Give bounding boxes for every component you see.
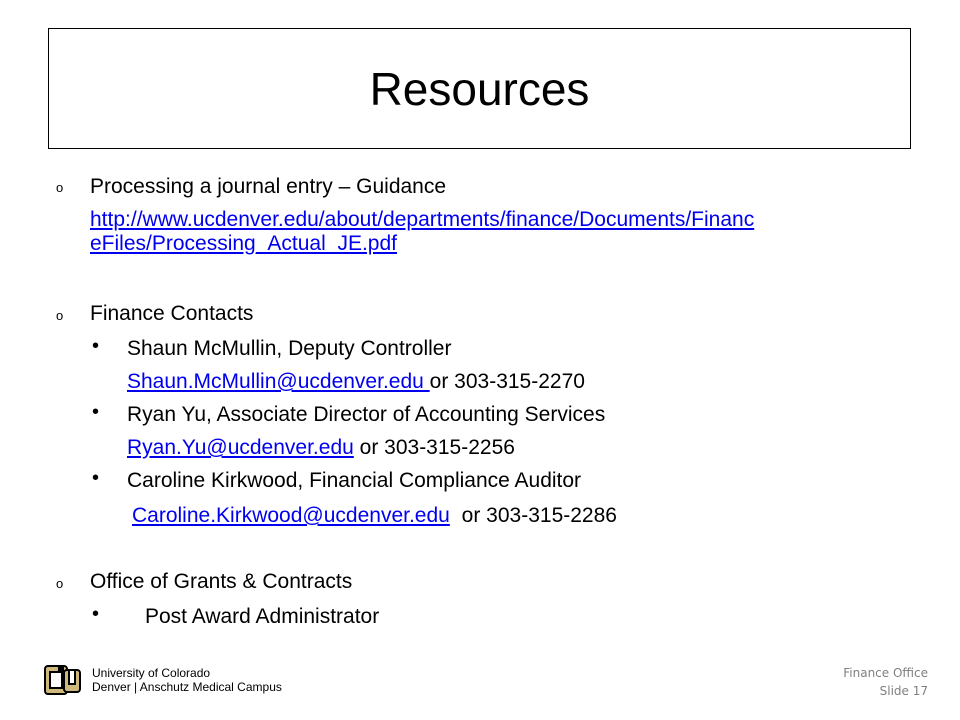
contact-row	[127, 369, 585, 394]
dot-bullet: •	[92, 467, 100, 489]
title-box	[48, 28, 911, 149]
slide-title: Resources	[369, 62, 590, 115]
contact-email-link[interactable]: Caroline.Kirkwood@ucdenver.edu	[132, 504, 450, 527]
contact-phone: or 303-315-2286	[455, 504, 617, 527]
contacts-heading: Finance Contacts	[90, 302, 254, 325]
contact-phone: or 303-315-2270	[429, 370, 585, 393]
logo-line1: University of Colorado	[92, 666, 211, 680]
university-logo	[44, 664, 282, 696]
logo-line2: Denver | Anschutz Medical Campus	[92, 680, 282, 694]
dot-bullet: •	[92, 401, 100, 423]
contact-row	[127, 435, 515, 460]
contact-name: Caroline Kirkwood, Financial Compliance Auditor	[127, 469, 582, 492]
footer-office: Finance Office	[843, 666, 928, 680]
footer-info	[843, 664, 928, 700]
grants-heading: Office of Grants & Contracts	[90, 570, 353, 593]
journal-url-line2[interactable]: eFiles/Processing_Actual_JE.pdf	[90, 232, 397, 255]
contact-phone: or 303-315-2256	[353, 436, 515, 459]
slide-number: Slide 17	[879, 684, 928, 698]
circle-bullet: o	[56, 576, 64, 591]
grants-item: Post Award Administrator	[145, 605, 380, 628]
dot-bullet: •	[92, 335, 100, 357]
cu-monogram-icon	[44, 664, 84, 696]
journal-guidance-link[interactable]	[90, 208, 754, 256]
contact-name: Ryan Yu, Associate Director of Accounting Services	[127, 403, 606, 426]
dot-bullet: •	[92, 603, 100, 625]
circle-bullet: o	[56, 180, 64, 195]
contact-row	[132, 503, 617, 528]
journal-url-line1[interactable]: http://www.ucdenver.edu/about/departments/finance/Documents/Financ	[90, 208, 755, 231]
circle-bullet: o	[56, 308, 64, 323]
contact-name: Shaun McMullin, Deputy Controller	[127, 337, 452, 360]
contact-email-link[interactable]: Shaun.McMullin@ucdenver.edu	[127, 370, 430, 393]
contact-email-link[interactable]: Ryan.Yu@ucdenver.edu	[127, 436, 354, 459]
journal-heading: Processing a journal entry – Guidance	[90, 175, 447, 198]
